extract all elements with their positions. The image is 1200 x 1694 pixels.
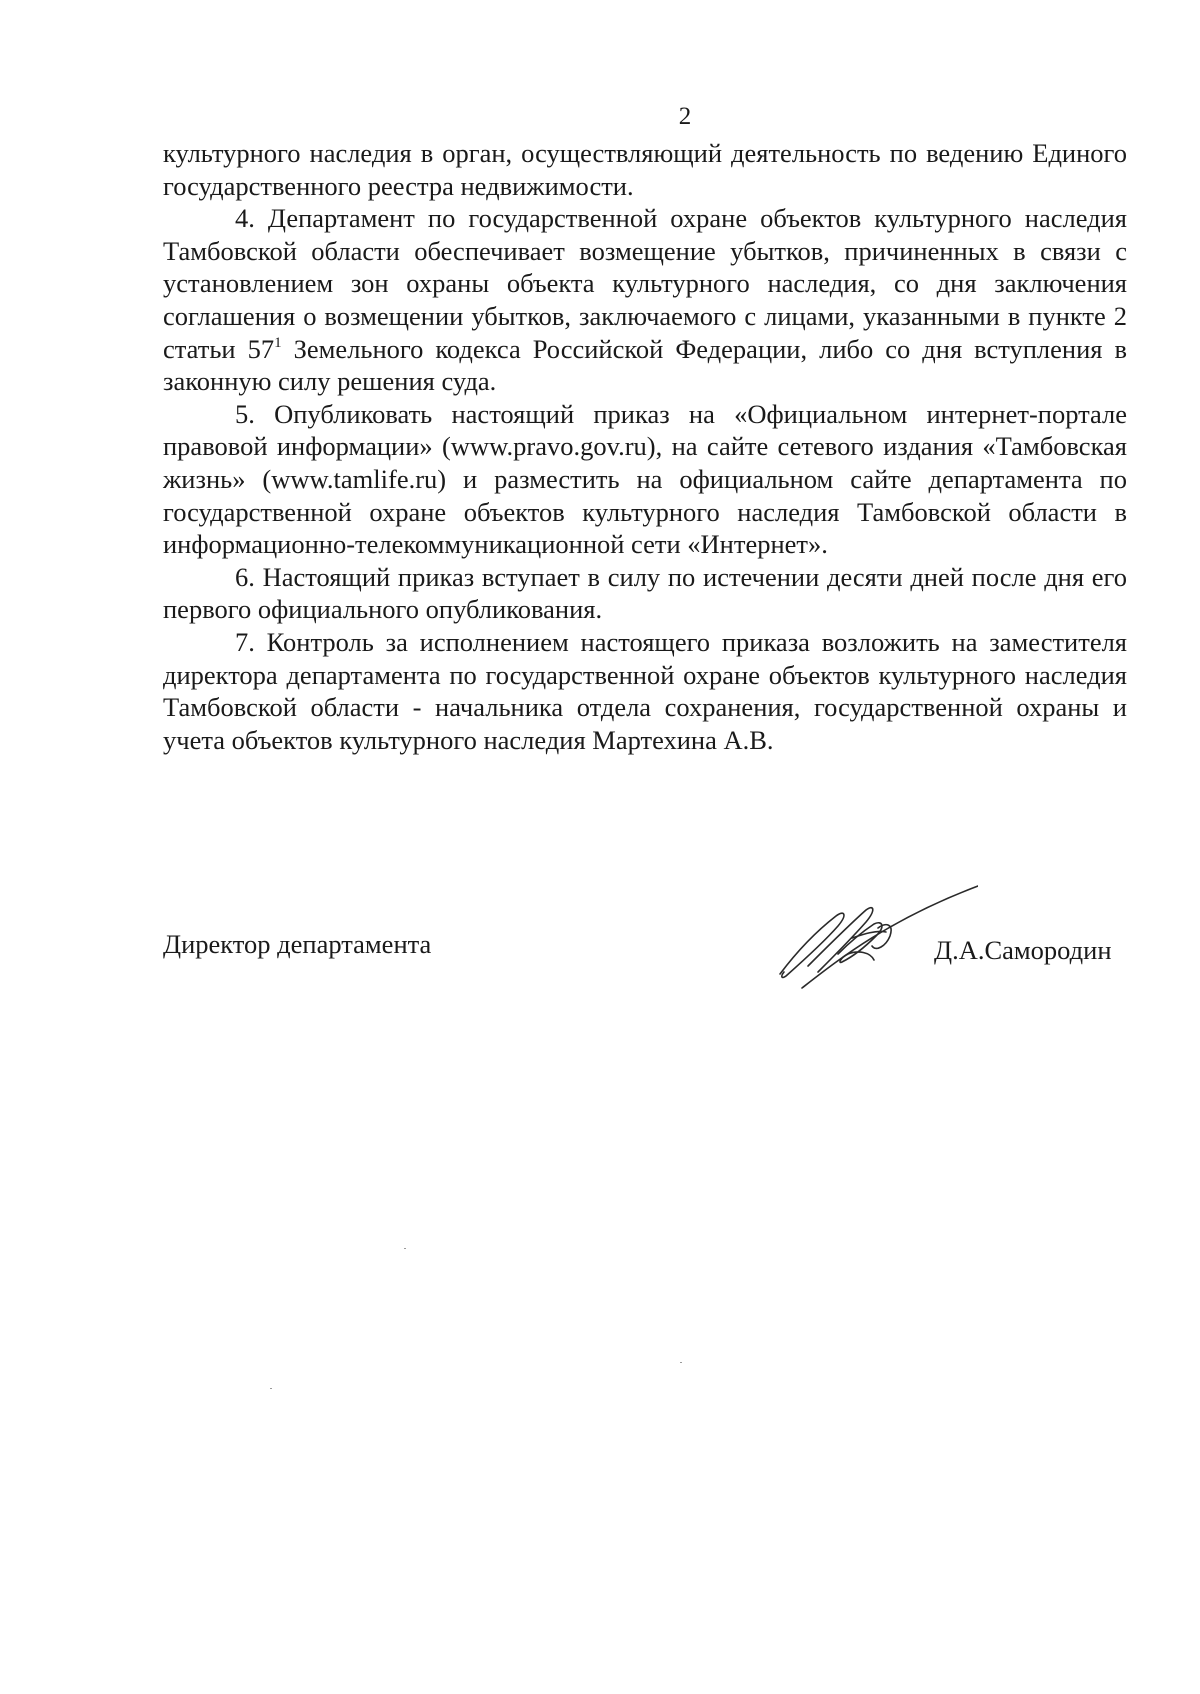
superscript-index: 1 xyxy=(274,334,282,351)
paragraph-6: 6. Настоящий приказ вступает в силу по истечении десяти дней после дня его первого официального опубликования. xyxy=(163,561,1127,625)
signer-title: Директор департамента xyxy=(163,929,432,959)
scan-speck xyxy=(680,1362,682,1363)
scan-speck xyxy=(270,1388,272,1389)
scan-speck xyxy=(404,1248,406,1249)
page-number: 2 xyxy=(678,103,692,130)
paragraph-4-text-start: 4. Департамент по государственной охране объектов культурного наследия Тамбовской области обеспечивает возмещение убытков, причиненных в связи с установлением зон охраны объекта культурного наследия, со дня заключения соглашения о возмещении убытков, заключаемого с лицами, указанными в пункте 2 статьи 57 xyxy=(163,203,1127,364)
document-body xyxy=(163,137,1127,756)
paragraph-4 xyxy=(163,202,1127,398)
signer-name: Д.А.Самородин xyxy=(934,935,1112,965)
paragraph-continuation: культурного наследия в орган, осуществляющий деятельность по ведению Единого государственного реестра недвижимости. xyxy=(163,138,1127,201)
paragraph-7: 7. Контроль за исполнением настоящего приказа возложить на заместителя директора департамента по государственной охране объектов культурного наследия Тамбовской области - начальника отдела сохранения, государственной охраны и учета объектов культурного наследия Мартехина А.В. xyxy=(163,626,1127,755)
paragraph-4-text-end: Земельного кодекса Российской Федерации, либо со дня вступления в законную силу решения суда. xyxy=(163,333,1127,397)
paragraph-5: 5. Опубликовать настоящий приказ на «Официальном интернет-портале правовой информации» (www.pravo.gov.ru), на сайте сетевого издания «Тамбовская жизнь» (www.tamlife.ru) и разместить на официальном сайте департамента по государственной охране объектов культурного наследия Тамбовской области в информационно-телекоммуникационной сети «Интернет». xyxy=(163,398,1127,560)
